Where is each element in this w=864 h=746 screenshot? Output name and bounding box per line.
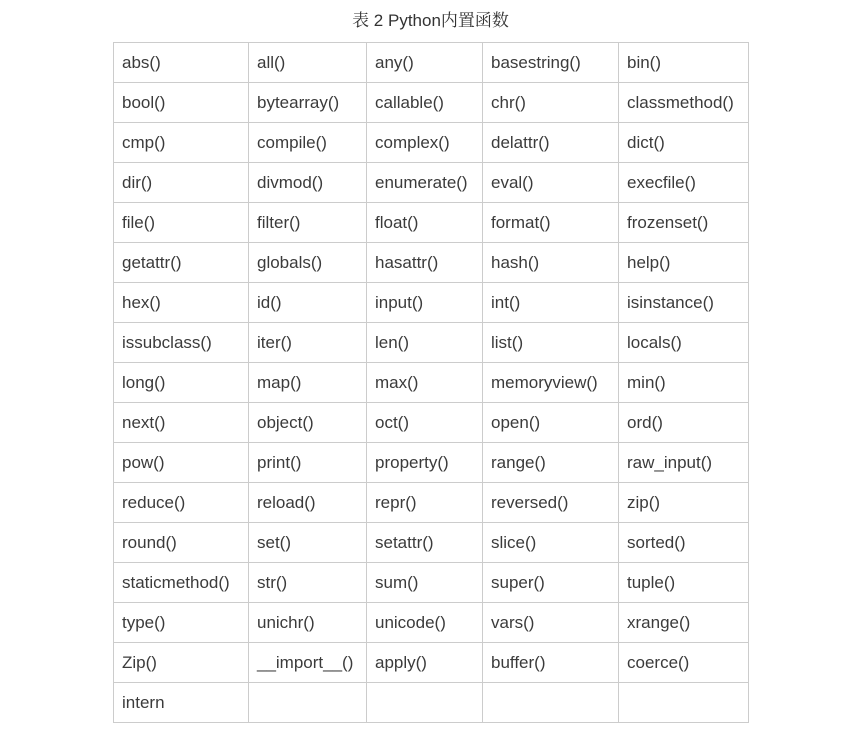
table-cell: sorted() — [619, 523, 749, 563]
table-cell: list() — [483, 323, 619, 363]
table-row — [114, 83, 749, 123]
table-cell: help() — [619, 243, 749, 283]
table-cell: getattr() — [114, 243, 249, 283]
table-cell: cmp() — [114, 123, 249, 163]
table-cell: issubclass() — [114, 323, 249, 363]
table-cell: globals() — [249, 243, 367, 283]
table-cell: max() — [367, 363, 483, 403]
table-cell: setattr() — [367, 523, 483, 563]
table-row — [114, 283, 749, 323]
table-cell: type() — [114, 603, 249, 643]
table-cell: round() — [114, 523, 249, 563]
table-row — [114, 483, 749, 523]
table-cell: float() — [367, 203, 483, 243]
table-cell — [249, 683, 367, 723]
table-row — [114, 363, 749, 403]
table-cell: basestring() — [483, 43, 619, 83]
table-cell: ord() — [619, 403, 749, 443]
table-row — [114, 243, 749, 283]
table-cell: vars() — [483, 603, 619, 643]
table-cell: id() — [249, 283, 367, 323]
table-cell: format() — [483, 203, 619, 243]
table-cell: Zip() — [114, 643, 249, 683]
table-cell: set() — [249, 523, 367, 563]
table-row — [114, 563, 749, 603]
table-row — [114, 123, 749, 163]
table-cell: frozenset() — [619, 203, 749, 243]
table-cell: property() — [367, 443, 483, 483]
table-cell: apply() — [367, 643, 483, 683]
table-cell: hash() — [483, 243, 619, 283]
table-cell: isinstance() — [619, 283, 749, 323]
table-cell: complex() — [367, 123, 483, 163]
table-cell: execfile() — [619, 163, 749, 203]
table-row — [114, 643, 749, 683]
table-cell: next() — [114, 403, 249, 443]
table-cell: abs() — [114, 43, 249, 83]
table-cell: unicode() — [367, 603, 483, 643]
table-cell: min() — [619, 363, 749, 403]
table-cell: locals() — [619, 323, 749, 363]
table-cell: map() — [249, 363, 367, 403]
table-row — [114, 203, 749, 243]
table-cell: any() — [367, 43, 483, 83]
table-cell: bytearray() — [249, 83, 367, 123]
table-cell: coerce() — [619, 643, 749, 683]
table-row — [114, 683, 749, 723]
table-row — [114, 323, 749, 363]
table-cell: staticmethod() — [114, 563, 249, 603]
table-cell: raw_input() — [619, 443, 749, 483]
table-cell: delattr() — [483, 123, 619, 163]
table-caption: 表 2 Python内置函数 — [352, 11, 509, 30]
table-cell — [619, 683, 749, 723]
table-cell: super() — [483, 563, 619, 603]
table-cell — [483, 683, 619, 723]
table-cell: bin() — [619, 43, 749, 83]
table-row — [114, 43, 749, 83]
table-cell: filter() — [249, 203, 367, 243]
table-cell: reduce() — [114, 483, 249, 523]
table-cell: unichr() — [249, 603, 367, 643]
table-row — [114, 443, 749, 483]
table-cell: compile() — [249, 123, 367, 163]
table-cell: dict() — [619, 123, 749, 163]
table-cell: dir() — [114, 163, 249, 203]
table-cell: enumerate() — [367, 163, 483, 203]
table-cell: memoryview() — [483, 363, 619, 403]
table-cell: range() — [483, 443, 619, 483]
table-cell: len() — [367, 323, 483, 363]
table-cell: hasattr() — [367, 243, 483, 283]
table-cell: object() — [249, 403, 367, 443]
table-row — [114, 523, 749, 563]
table-cell: chr() — [483, 83, 619, 123]
table-cell: oct() — [367, 403, 483, 443]
table-cell: tuple() — [619, 563, 749, 603]
table-cell: intern — [114, 683, 249, 723]
table-cell: eval() — [483, 163, 619, 203]
table-cell: file() — [114, 203, 249, 243]
table-cell: bool() — [114, 83, 249, 123]
table-cell: buffer() — [483, 643, 619, 683]
table-cell: pow() — [114, 443, 249, 483]
table-body — [114, 43, 749, 723]
table-cell: callable() — [367, 83, 483, 123]
table-cell: long() — [114, 363, 249, 403]
table-row — [114, 163, 749, 203]
table-cell: open() — [483, 403, 619, 443]
table-cell: hex() — [114, 283, 249, 323]
table-row — [114, 403, 749, 443]
table-cell: iter() — [249, 323, 367, 363]
table-cell: xrange() — [619, 603, 749, 643]
table-cell: str() — [249, 563, 367, 603]
table-cell: all() — [249, 43, 367, 83]
builtin-functions-table — [113, 42, 749, 723]
table-cell: zip() — [619, 483, 749, 523]
table-cell: classmethod() — [619, 83, 749, 123]
table-cell: __import__() — [249, 643, 367, 683]
table-cell: reload() — [249, 483, 367, 523]
table-cell: int() — [483, 283, 619, 323]
table-cell: input() — [367, 283, 483, 323]
table-cell: slice() — [483, 523, 619, 563]
table-row — [114, 603, 749, 643]
table-cell: print() — [249, 443, 367, 483]
table-cell: repr() — [367, 483, 483, 523]
table-cell: sum() — [367, 563, 483, 603]
table-cell — [367, 683, 483, 723]
table-cell: divmod() — [249, 163, 367, 203]
table-cell: reversed() — [483, 483, 619, 523]
